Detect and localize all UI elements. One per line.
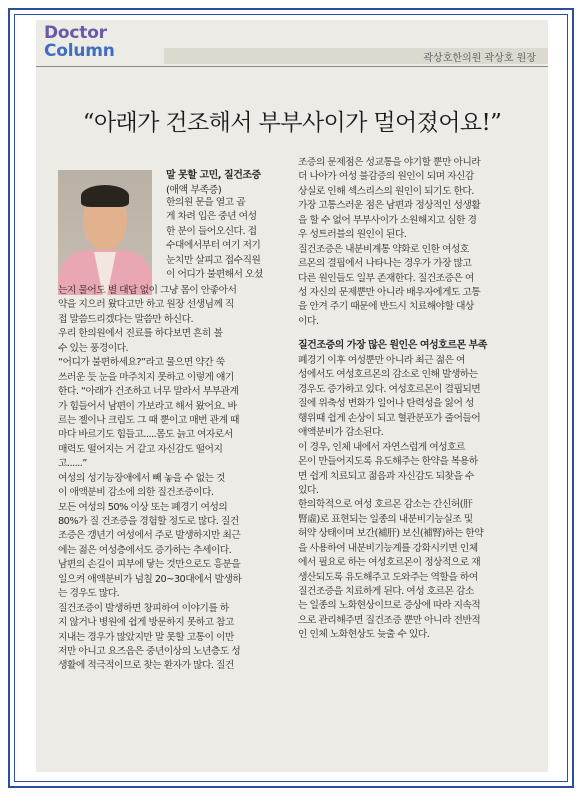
left-column-text [58,284,288,674]
newspaper-clipping [36,20,548,772]
logo-line-column: Column [44,41,115,61]
text-line: 한 분이 들어오신다. 접 [166,225,257,237]
text-line: 마다 바르기도 힘들고.....몸도 늙고 여자로서 [58,429,233,441]
text-line: 수대에서부터 여기 저기 [166,240,261,252]
text-line: 고......” [58,458,87,470]
text-line: 는지 물어도 별 대답 없이 그냥 몸이 안좋아서 [58,285,237,296]
text-line: 한다. “아래가 건조하고 너무 말라서 부부관계 [58,386,239,398]
text-line: 인 인체 노화현상도 늦출 수 있다. [298,629,430,641]
text-line: 생산되도록 유도해주고 도와주는 역할을 하여 [298,571,478,583]
text-line: “어디가 불편하세요?”라고 물으면 약간 쑥 [58,357,225,369]
text-line: 우리 한의원에서 진료를 하다보면 흔히 볼 [58,328,223,340]
text-line: 성에서도 여성호르몬의 감소로 인해 발생하는 [298,369,478,381]
left-heading: 말 못할 고민, 질건조증 [166,170,261,181]
text-line: 에는 젊은 여성층에서도 증가하는 추세이다. [58,544,232,556]
text-line: 르몬의 결핍에서 나타나는 경우가 가장 많고 [298,258,472,270]
author-photo [58,170,152,295]
text-line: 가 힘들어서 남편이 가보라고 해서 왔어요. 바 [58,400,237,412]
text-line: 질건조증을 치료하게 된다. 여성 호르몬 감소 [298,586,474,597]
text-line: 조증의 문제점은 성교통을 야기할 뿐만 아니라 [298,157,481,168]
text-line: 게 차려 입은 중년 여성 [166,211,257,223]
text-line: 을 사용하여 내분비기능계를 강화시키면 인체 [298,542,478,554]
left-subheading: (애액 부족증) [166,185,222,196]
text-line: 80%가 질 건조증을 경험할 정도로 많다. 질건 [58,516,239,527]
text-line: 경우도 증가하고 있다. 여성호르몬이 결핍되면 [298,383,481,395]
text-line: 몬이 만들어지도록 유도해주는 한약을 복용하 [298,456,478,468]
text-line: 腎虛)로 표현되는 일종의 내분비기능실조 및 [298,513,473,525]
text-line: 을 할 수 없어 부부사이가 소원해지고 심한 경 [298,214,477,226]
photo-hair [81,185,129,207]
text-line: 질건조증은 내분비계통 약화로 인한 여성호 [298,243,469,255]
text-line: 에서 필요로 하는 여성호르몬이 정상적으로 재 [298,557,481,569]
right-column-text-top [298,156,534,329]
text-line: 여성의 성기능장애에서 빼 놓을 수 없는 것 [58,472,225,484]
right-section-heading: 질건조증의 가장 많은 원인은 여성호르몬 부족 [298,340,487,351]
text-line: 우 성트러블의 원인이 된다. [298,229,407,241]
text-line: 남편의 손길이 피부에 닿는 것만으로도 흥분을 [58,559,241,571]
text-line: 지내는 경우가 많았지만 말 못할 고통이 이만 [58,631,234,643]
text-line: 행위때 쉽게 손상이 되고 혈관분포가 줄어들어 [298,412,481,424]
byline: 곽상호한의원 곽상호 원장 [423,53,536,64]
text-line: 지 않거나 병원에 쉽게 방문하지 못하고 참고 [58,617,234,629]
text-line: 폐경기 이후 여성뿐만 아니라 최근 젊은 여 [298,355,465,366]
text-line: 매력도 떨어지는 거 같고 자신감도 떨어지 [58,443,223,455]
text-line: 다른 원인들도 일부 존재한다. 질건조증은 여 [298,272,474,284]
article-title: “아래가 건조해서 부부사이가 멀어졌어요!” [82,110,502,136]
text-line: 질에 위축성 변화가 일어나 탄력성을 잃어 성 [298,398,474,410]
text-line: 일으켜 애액분비가 넘칠 20~30대에서 발생하 [58,573,242,585]
text-line: 한의원 문을 열고 곱 [166,197,246,208]
text-line: 상실로 인해 섹스리스의 원인이 되기도 한다. [298,185,474,197]
text-line: 저만 아니고 요즈음은 중년이상의 노년층도 성 [58,645,241,657]
text-line: 성 자신의 문제뿐만 아니라 배우자에게도 고통 [298,286,481,298]
text-line: 접 말씀드리겠다는 말씀만 하신다. [58,313,194,325]
text-line: 생활에 적극적이므로 찾는 환자가 많다. 질건 [58,660,234,672]
text-line: 애액분비가 감소된다. [298,427,384,439]
doctor-column-logo [44,24,115,60]
text-line: 질건조증이 발생하면 창피하여 이야기를 하 [58,602,229,614]
text-line: 는 일종의 노화현상이므로 증상에 따라 지속적 [298,600,481,612]
logo-line-doctor: Doctor [44,23,107,43]
text-line: 이 경우, 인체 내에서 자연스럽게 여성호르 [298,441,465,453]
text-line: 쓰러운 듯 눈을 마주치지 못하고 이렇게 얘기 [58,371,234,383]
text-line: 르는 젤이나 크림도 그 때 뿐이고 매번 관계 때 [58,414,239,426]
text-line: 으로 관리해주면 질건조증 뿐만 아니라 전반적 [298,614,481,626]
header-rule [36,66,548,67]
text-line: 모든 여성의 50% 이상 또는 폐경기 여성의 [58,501,228,513]
text-line: 더 나아가 여성 불감증의 원인이 되며 자신감 [298,171,474,183]
byline-bar [164,48,548,64]
text-line: 는 경우도 많다. [58,588,120,600]
right-column-text-bottom [298,354,534,643]
text-line: 눈치만 살피고 접수직원 [166,254,261,266]
text-line: 가장 고통스러운 점은 남편과 정상적인 성생활 [298,200,481,212]
text-line: 있다. [298,484,319,496]
text-line: 허약 상태이며 보간(補肝) 보신(補腎)하는 한약 [298,528,484,540]
left-column-narrow-text [166,196,288,283]
text-line: 이다. [298,315,319,327]
text-line: 이 어디가 불편해서 오셨 [166,269,263,281]
text-line: 을 안겨 주기 때문에 반드시 치료해야할 대상 [298,301,474,313]
text-line: 한의학적으로 여성 호르몬 감소는 간신허(肝 [298,499,473,511]
text-line: 면 쉽게 치료되고 젊음과 자신감도 되찾을 수 [298,470,474,482]
text-line: 이 애액분비 감소에 의한 질건조증이다. [58,487,214,499]
text-line: 약을 지으러 왔다고만 하고 원장 선생님께 직 [58,299,234,311]
text-line: 조증은 갱년기 여성에서 주로 발생하지만 최근 [58,530,241,542]
text-line: 수 있는 풍경이다. [58,342,129,354]
